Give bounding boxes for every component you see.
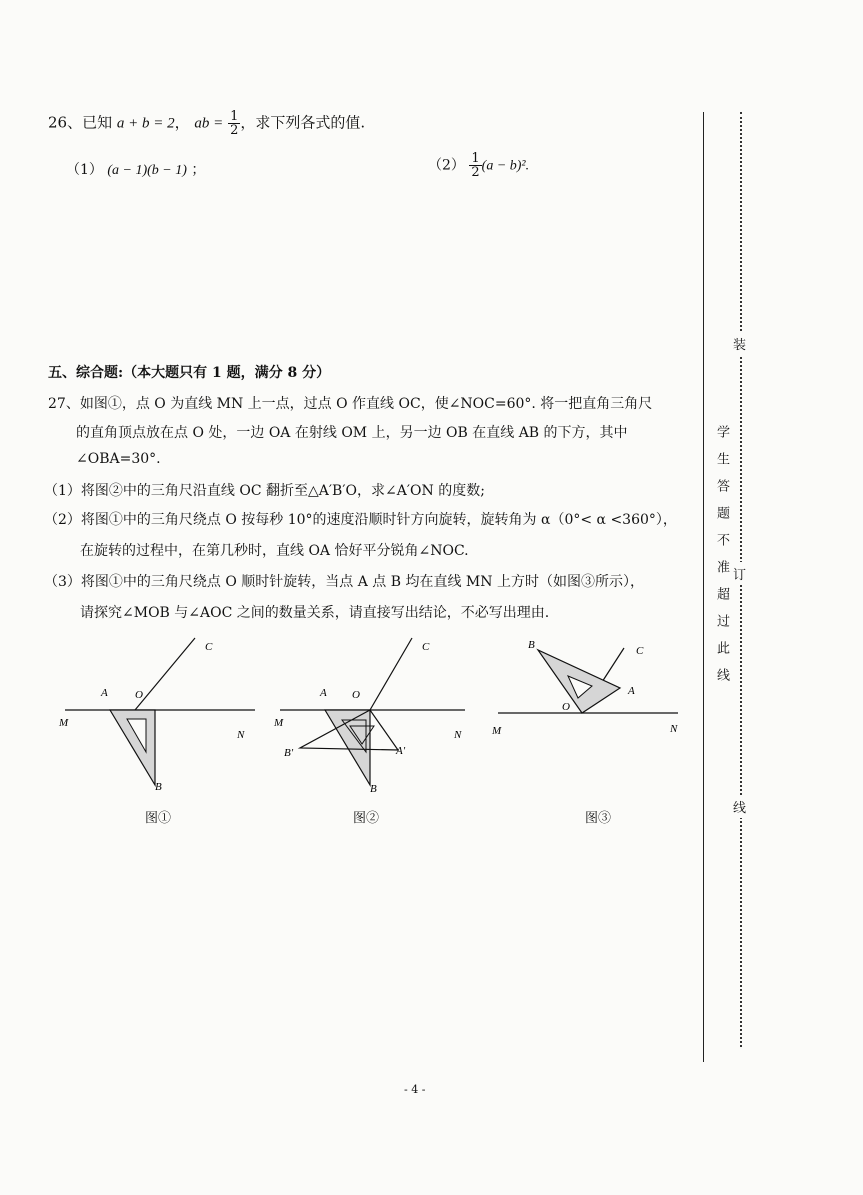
label-n: N bbox=[237, 729, 245, 741]
question-26-part-2: （2） $\frac{1}{2}$ (a − b)². bbox=[428, 151, 530, 180]
question-27-part-1: （1）将图②中的三角尺沿直线 OC 翻折至△A′B′O，求∠A′ON 的度数; bbox=[44, 483, 485, 499]
question-27-line-3: ∠OBA=30°. bbox=[76, 451, 161, 467]
margin-zhuang: 装 bbox=[733, 332, 746, 355]
line-oc bbox=[135, 638, 195, 710]
margin-notice: 学生答题不准超过此线 bbox=[714, 425, 729, 695]
margin-xian: 线 bbox=[733, 795, 746, 818]
figure-3-caption: 图③ bbox=[585, 811, 612, 826]
fraction-one-half-2: $\frac{1}{2}$ bbox=[471, 151, 480, 180]
label-a-prime: A′ bbox=[396, 745, 406, 757]
section-5-title: 五、综合题:（本大题只有 1 题，满分 8 分） bbox=[48, 365, 331, 381]
question-26-stem: 26、已知 a + b = 2， ab = $\frac{1}{2}$ ，求下列各式的值. bbox=[48, 109, 366, 138]
figure-2-caption: 图② bbox=[353, 811, 380, 826]
label-o: O bbox=[352, 689, 360, 701]
label-c: C bbox=[636, 645, 644, 657]
question-27-part-3-b: 请探究∠MOB 与∠AOC 之间的数量关系，请直接写出结论，不必写出理由. bbox=[80, 605, 550, 621]
label-m: M bbox=[59, 717, 69, 729]
label-a: A bbox=[320, 687, 327, 699]
label-b-prime: B′ bbox=[284, 747, 294, 759]
question-27-part-2-b: 在旋转的过程中，在第几秒时，直线 OA 恰好平分锐角∠NOC. bbox=[80, 543, 469, 559]
label-n: N bbox=[454, 729, 462, 741]
question-27-part-2-a: （2）将图①中的三角尺绕点 O 按每秒 10°的速度沿顺时针方向旋转，旋转角为 α（0°< α <360°）， bbox=[44, 512, 677, 528]
label-b: B bbox=[528, 639, 535, 651]
label-m: M bbox=[274, 717, 284, 729]
question-26-part-1: （1） (a − 1)(b − 1) ； bbox=[66, 162, 206, 178]
label-a: A bbox=[628, 685, 635, 697]
label-n: N bbox=[670, 723, 678, 735]
question-27-line-2: 的直角顶点放在点 O 处，一边 OA 在射线 OM 上，另一边 OB 在直线 AB 的下方，其中 bbox=[76, 425, 628, 441]
line-oc bbox=[370, 638, 412, 710]
question-27-line-1: 27、如图①，点 O 为直线 MN 上一点，过点 O 作直线 OC，使∠NOC=60°. 将一把直角三角尺 bbox=[48, 396, 653, 412]
margin-ding: 订 bbox=[733, 562, 746, 585]
label-b: B bbox=[155, 781, 162, 793]
figure-3 bbox=[488, 630, 688, 760]
margin-solid-line bbox=[703, 112, 704, 1062]
label-m: M bbox=[492, 725, 502, 737]
label-o: O bbox=[562, 701, 570, 713]
label-b: B bbox=[370, 783, 377, 795]
label-c: C bbox=[205, 641, 213, 653]
figure-1-caption: 图① bbox=[145, 811, 172, 826]
page-number: - 4 - bbox=[404, 1083, 426, 1096]
label-a: A bbox=[101, 687, 108, 699]
label-c: C bbox=[422, 641, 430, 653]
fraction-one-half: $\frac{1}{2}$ bbox=[230, 109, 239, 138]
figure-1 bbox=[55, 630, 265, 800]
figure-2 bbox=[270, 630, 480, 800]
question-27-part-3-a: （3）将图①中的三角尺绕点 O 顺时针旋转，当点 A 点 B 均在直线 MN 上方时（如图③所示）， bbox=[44, 574, 644, 590]
label-o: O bbox=[135, 689, 143, 701]
